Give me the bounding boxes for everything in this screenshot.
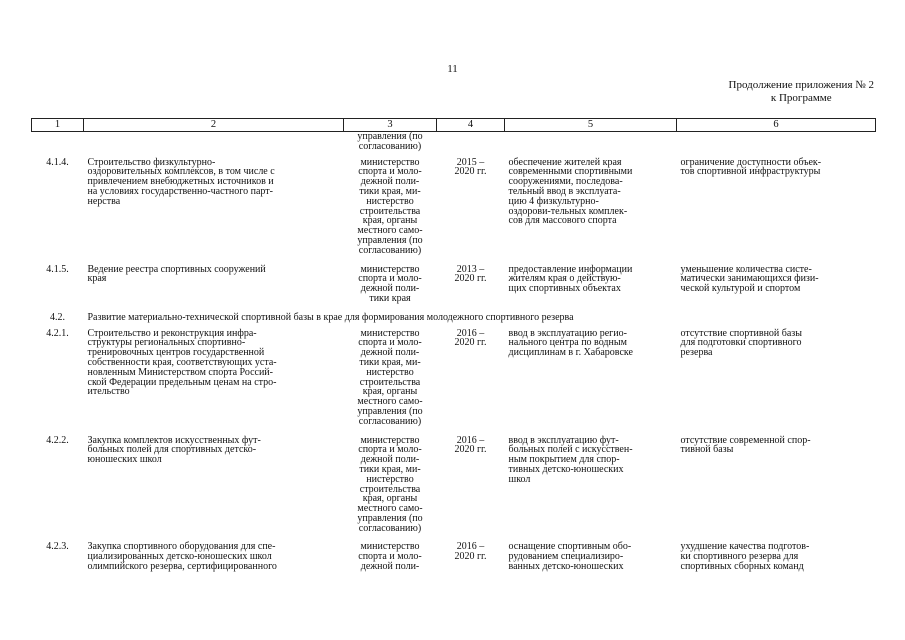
cell-line: министерство xyxy=(360,156,420,168)
cell-line: цию 4 физкультурно- xyxy=(508,195,599,207)
cell-line: спорта и моло- xyxy=(358,273,422,285)
column-number-row xyxy=(32,119,876,132)
cell-line: края xyxy=(87,273,107,285)
cell-line: отсутствие спортивной базы xyxy=(680,327,802,339)
cell-line: дисциплинам в г. Хабаровске xyxy=(508,347,633,359)
executor-cell xyxy=(344,158,437,265)
cell-line: ской Федерации предельным ценам на стро- xyxy=(87,376,277,388)
cell-line: спорта и моло- xyxy=(358,551,422,563)
cell-line: строительства xyxy=(359,483,421,495)
term-cell xyxy=(437,329,505,436)
table-row xyxy=(32,542,876,571)
cell-line: Закупка спортивного оборудования для спе- xyxy=(87,541,276,553)
cell-line: обеспечение жителей края xyxy=(508,156,622,168)
cell-line: спорта и моло- xyxy=(358,444,422,456)
cell-line: тивных детско-юношеских xyxy=(508,463,624,475)
cell-line: оздорови-тельных комплек- xyxy=(508,205,628,217)
cell-line: управления (по xyxy=(357,405,423,417)
cell-line: ванных детско-юношеских xyxy=(508,561,624,573)
cell-line: дежной поли- xyxy=(360,347,420,359)
cell-line: тики края xyxy=(369,292,411,304)
measure-name xyxy=(84,436,344,543)
cell-line: 2020 гг. xyxy=(454,166,487,178)
cell-line: края, органы xyxy=(362,215,418,227)
cell-line: ческой культурой и спортом xyxy=(680,283,801,295)
cell-line: собственности края, соответствующих уста- xyxy=(87,356,277,368)
column-header: 6 xyxy=(677,119,876,132)
cell-line: 2016 – xyxy=(456,327,485,339)
executor-cell xyxy=(344,265,437,313)
cell-line: 2020 гг. xyxy=(454,551,487,563)
appendix-note xyxy=(729,79,874,104)
result-cell xyxy=(505,542,677,571)
cell-line: министерство xyxy=(360,434,420,446)
cell-line: ухудшение качества подготов- xyxy=(680,541,810,553)
table-row xyxy=(32,329,876,436)
cell-line: новленным Министерством спорта Россий- xyxy=(87,366,273,378)
cell-line: ительство xyxy=(87,386,130,398)
cell-line: тренировочных центров государственной xyxy=(87,347,265,359)
cell-line: циализированных детско-юношеских школ xyxy=(87,551,272,563)
cell-line: матически занимающихся физи- xyxy=(680,273,819,285)
continuation-row xyxy=(32,132,876,158)
cell-line: тивной базы xyxy=(680,444,734,456)
executor-cell xyxy=(344,436,437,543)
cell-line: 2020 гг. xyxy=(454,444,487,456)
table-row xyxy=(32,265,876,313)
cell-line: согласованию) xyxy=(358,522,422,534)
page-number: 11 xyxy=(447,63,458,75)
measure-name xyxy=(84,158,344,265)
cell-line: министерство xyxy=(360,541,420,553)
cell-line: местного само- xyxy=(357,396,423,408)
table-row xyxy=(32,158,876,265)
cell-line: ки спортивного резерва для xyxy=(680,551,799,563)
executor-cell xyxy=(344,132,437,158)
cell-line: министерство xyxy=(360,263,420,275)
column-header: 5 xyxy=(505,119,677,132)
cell-line: нистерство xyxy=(366,195,414,207)
cell-line: нерства xyxy=(87,195,121,207)
result-cell xyxy=(505,158,677,265)
cell-line: местного само- xyxy=(357,225,423,237)
cell-line: Строительство и реконструкция инфра- xyxy=(87,327,257,339)
cell-line: олимпийского резерва, сертифицированного xyxy=(87,561,277,573)
cell-line: спорта и моло- xyxy=(358,166,422,178)
effect-cell xyxy=(677,329,876,436)
measure-number: 4.1.5. xyxy=(46,263,69,275)
cell-line: тики края, ми- xyxy=(359,185,421,197)
table-row xyxy=(32,436,876,543)
cell-line: привлечением внебюджетных источников и xyxy=(87,176,274,188)
cell-line: министерство xyxy=(360,327,420,339)
cell-line: больных полей для спортивных детско- xyxy=(87,444,257,456)
cell-line: нистерство xyxy=(366,366,414,378)
measure-name xyxy=(84,542,344,571)
column-header: 2 xyxy=(84,119,344,132)
cell-line: строительства xyxy=(359,205,421,217)
executor-cell xyxy=(344,542,437,571)
appendix-note-line-1: Продолжение приложения № 2 xyxy=(728,79,874,91)
cell-line: оснащение спортивным обо- xyxy=(508,541,632,553)
cell-line: Закупка комплектов искусственных фут- xyxy=(87,434,261,446)
cell-line: отсутствие современной спор- xyxy=(680,434,811,446)
cell-line: строительства xyxy=(359,376,421,388)
measure-number: 4.2.1. xyxy=(46,327,69,339)
cell-line: края, органы xyxy=(362,386,418,398)
cell-line: управления (по xyxy=(357,512,423,524)
cell-line: сов для массового спорта xyxy=(508,215,617,227)
measure-number: 4.2.3. xyxy=(46,541,69,553)
section-number: 4.2. xyxy=(50,311,65,323)
cell-line: современными спортивными xyxy=(508,166,633,178)
cell-line: сооружениями, последова- xyxy=(508,176,623,188)
cell-line: оздоровительных комплексов, в том числе с xyxy=(87,166,275,178)
result-cell xyxy=(505,265,677,313)
cell-line: структуры региональных спортивно- xyxy=(87,337,246,349)
cell-line: ным покрытием для спор- xyxy=(508,454,620,466)
cell-line: щих спортивных объектах xyxy=(508,283,621,295)
cell-line: согласованию) xyxy=(358,140,422,152)
cell-line: 2013 – xyxy=(456,263,485,275)
cell-line: тики края, ми- xyxy=(359,356,421,368)
cell-line: согласованию) xyxy=(358,415,422,427)
measure-number: 4.2.2. xyxy=(46,434,69,446)
cell-line: спорта и моло- xyxy=(358,337,422,349)
term-cell xyxy=(437,542,505,571)
cell-line: Ведение реестра спортивных сооружений xyxy=(87,263,266,275)
cell-line: местного само- xyxy=(357,503,423,515)
cell-line: юношеских школ xyxy=(87,454,162,466)
cell-line: рудованием специализиро- xyxy=(508,551,624,563)
cell-line: 2016 – xyxy=(456,541,485,553)
executor-cell xyxy=(344,329,437,436)
effect-cell xyxy=(677,158,876,265)
effect-cell xyxy=(677,542,876,571)
effect-cell xyxy=(677,436,876,543)
term-cell xyxy=(437,436,505,543)
result-cell xyxy=(505,436,677,543)
column-header: 1 xyxy=(32,119,84,132)
term-cell xyxy=(437,158,505,265)
cell-line: 2020 гг. xyxy=(454,337,487,349)
measure-number: 4.1.4. xyxy=(46,156,69,168)
cell-line: управления (по xyxy=(357,131,423,142)
cell-line: для подготовки спортивного xyxy=(680,337,802,349)
column-header: 3 xyxy=(344,119,437,132)
cell-line: 2020 гг. xyxy=(454,273,487,285)
cell-line: школ xyxy=(508,473,531,485)
cell-line: на условиях государственно-частного парт- xyxy=(87,185,273,197)
cell-line: тики края, ми- xyxy=(359,463,421,475)
cell-line: дежной поли- xyxy=(360,176,420,188)
cell-line: края, органы xyxy=(362,493,418,505)
appendix-note-line-2: к Программе xyxy=(770,91,832,104)
term-cell xyxy=(437,265,505,313)
section-row xyxy=(32,313,876,329)
cell-line: дежной поли- xyxy=(360,561,420,573)
cell-line: ввод в эксплуатацию фут- xyxy=(508,434,619,446)
cell-line: нистерство xyxy=(366,473,414,485)
cell-line: дежной поли- xyxy=(360,454,420,466)
cell-line: спортивных сборных команд xyxy=(680,561,804,573)
cell-line: дежной поли- xyxy=(360,283,420,295)
effect-cell xyxy=(677,265,876,313)
cell-line: ограничение доступности объек- xyxy=(680,156,822,168)
measure-name xyxy=(84,329,344,436)
cell-line: тов спортивной инфраструктуры xyxy=(680,166,821,178)
cell-line: 2015 – xyxy=(456,156,485,168)
cell-line: согласованию) xyxy=(358,244,422,256)
cell-line: резерва xyxy=(680,347,713,359)
column-header: 4 xyxy=(437,119,505,132)
cell-line: больных полей с искусствен- xyxy=(508,444,633,456)
cell-line: жителям края о действую- xyxy=(508,273,621,285)
measure-name xyxy=(84,265,344,313)
result-cell xyxy=(505,329,677,436)
cell-line: предоставление информации xyxy=(508,263,633,275)
program-table xyxy=(31,118,876,572)
cell-line: управления (по xyxy=(357,234,423,246)
cell-line: уменьшение количества систе- xyxy=(680,263,812,275)
cell-line: Строительство физкультурно- xyxy=(87,156,216,168)
section-title: Развитие материально-технической спортивной базы в крае для формирования молодежного спортивного резерва xyxy=(87,311,574,323)
cell-line: ввод в эксплуатацию регио- xyxy=(508,327,627,339)
cell-line: тельный ввод в эксплуата- xyxy=(508,185,621,197)
cell-line: нального центра по водным xyxy=(508,337,627,349)
cell-line: 2016 – xyxy=(456,434,485,446)
